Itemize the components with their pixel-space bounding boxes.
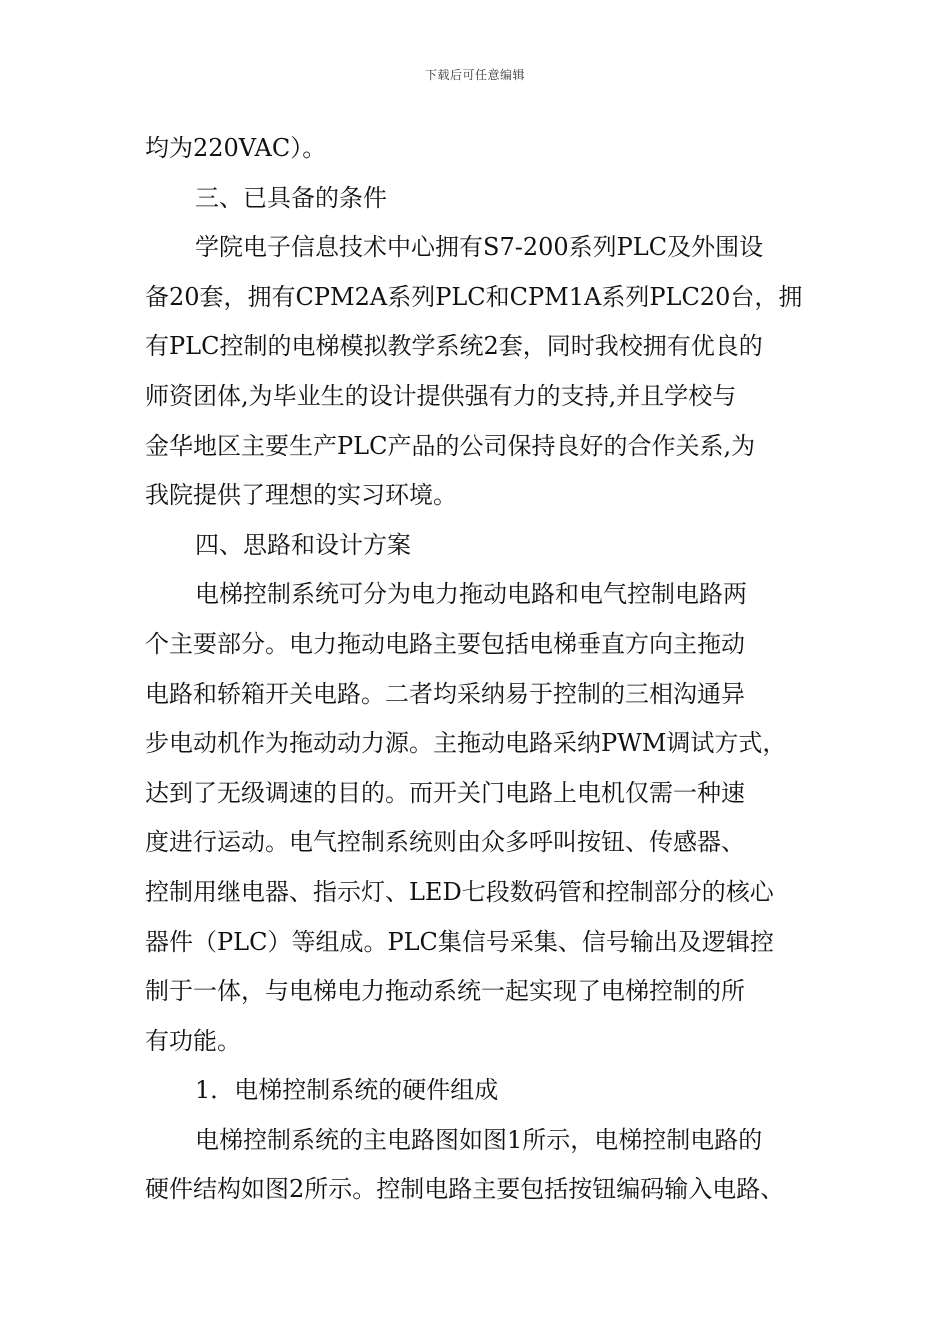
text-line: 器件（PLC）等组成。PLC集信号采集、信号输出及逻辑控 (145, 927, 774, 956)
text-line: 有功能。 (145, 1026, 241, 1055)
document-body (145, 124, 825, 1215)
text-line: 均为220VAC）。 (145, 134, 327, 162)
text-line: 电梯控制系统可分为电力拖动电路和电气控制电路两 (195, 580, 747, 609)
text-line: 备20套，拥有CPM2A系列PLC和CPM1A系列PLC20台，拥 (145, 282, 803, 311)
text-line: 达到了无级调速的目的。而开关门电路上电机仅需一种速 (145, 778, 745, 807)
section-heading-design: 四、思路和设计方案 (195, 530, 411, 559)
text-line: 度进行运动。电气控制系统则由众多呼叫按钮、传感器、 (145, 828, 745, 857)
text-line: 电路和轿箱开关电路。二者均采纳易于控制的三相沟通异 (145, 679, 745, 708)
section-heading-conditions: 三、已具备的条件 (195, 183, 387, 212)
text-line: 学院电子信息技术中心拥有S7-200系列PLC及外围设 (195, 233, 764, 262)
text-line: 我院提供了理想的实习环境。 (145, 481, 457, 510)
text-line: 金华地区主要生产PLC产品的公司保持良好的合作关系,为 (145, 431, 756, 460)
text-line: 电梯控制系统的主电路图如图1所示，电梯控制电路的 (195, 1125, 763, 1154)
subsection-heading-hardware: 1．电梯控制系统的硬件组成 (195, 1076, 499, 1105)
text-line: 步电动机作为拖动动力源。主拖动电路采纳PWM调试方式， (145, 729, 787, 758)
text-line: 师资团体,为毕业生的设计提供强有力的支持,并且学校与 (145, 381, 737, 410)
text-line: 制于一体，与电梯电力拖动系统一起实现了电梯控制的所 (145, 977, 745, 1006)
text-line: 硬件结构如图2所示。控制电路主要包括按钮编码输入电路、 (145, 1175, 785, 1204)
page-header: 下载后可任意编辑 (424, 68, 525, 82)
text-line: 有PLC控制的电梯模拟教学系统2套，同时我校拥有优良的 (145, 332, 763, 361)
text-line: 个主要部分。电力拖动电路主要包括电梯垂直方向主拖动 (145, 629, 745, 658)
text-line: 控制用继电器、指示灯、LED七段数码管和控制部分的核心 (145, 877, 774, 906)
